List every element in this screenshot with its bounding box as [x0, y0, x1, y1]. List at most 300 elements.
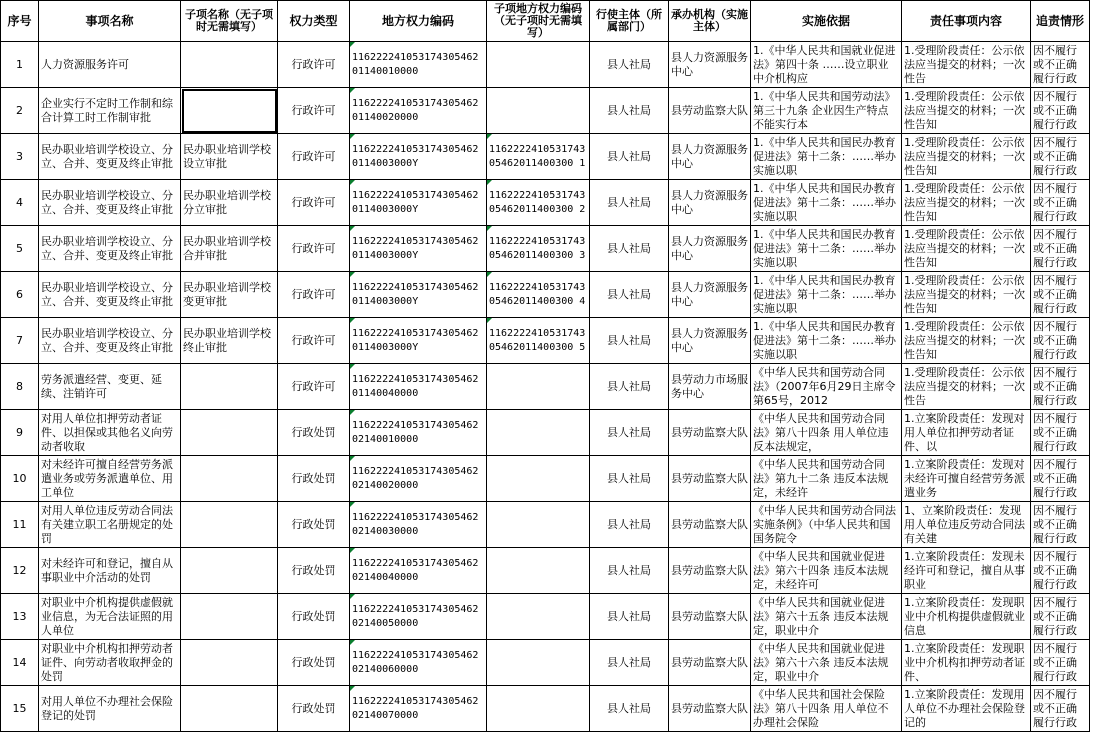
table-cell[interactable]	[751, 686, 902, 732]
table-row	[1, 180, 1090, 226]
cell-text: 1.《中华人民共和国民办教育促进法》第十二条：……举办实施以职	[753, 273, 896, 315]
cell-text: 对用人单位扣押劳动者证件、以担保或其他名义向劳动者收取	[41, 411, 173, 453]
table-cell[interactable]	[669, 640, 751, 686]
header-cell[interactable]: 行使主体（所属部门）	[590, 1, 669, 42]
table-cell[interactable]	[487, 42, 590, 88]
cell-text: 县人社局	[607, 195, 651, 209]
cell-text: 因不履行或不正确履行行政	[1033, 181, 1077, 223]
cell-text: 因不履行或不正确履行行政	[1033, 319, 1077, 361]
table-cell[interactable]	[350, 226, 487, 272]
cell-text: 对用人单位不办理社会保险登记的处罚	[41, 694, 173, 722]
table-cell[interactable]	[181, 226, 278, 272]
table-cell[interactable]	[350, 272, 487, 318]
cell-text: 《中华人民共和国就业促进法》第六十五条 违反本法规定，职业中介	[753, 595, 889, 637]
table-cell[interactable]	[751, 594, 902, 640]
table-cell[interactable]	[751, 456, 902, 502]
cell-text: 《中华人民共和国就业促进法》第六十六条 违反本法规定，职业中介	[753, 641, 889, 683]
table-cell[interactable]	[590, 272, 669, 318]
table-cell[interactable]	[39, 456, 181, 502]
table-cell[interactable]	[487, 180, 590, 226]
cell-text: 县人社局	[607, 333, 651, 347]
table-cell[interactable]	[487, 502, 590, 548]
table-cell[interactable]	[278, 410, 350, 456]
cell-text: 行政处罚	[291, 563, 336, 577]
table-cell[interactable]	[181, 272, 278, 318]
table-cell[interactable]	[350, 134, 487, 180]
table-cell[interactable]	[590, 640, 669, 686]
table-cell[interactable]	[1, 548, 39, 594]
table-cell[interactable]	[39, 640, 181, 686]
table-cell[interactable]	[590, 42, 669, 88]
table-cell[interactable]	[1, 502, 39, 548]
table-cell[interactable]	[350, 548, 487, 594]
cell-text: 11622224105317430546202140060000	[352, 649, 479, 675]
cell-text: 1	[16, 57, 23, 71]
table-cell[interactable]	[1, 88, 39, 134]
table-cell[interactable]	[1031, 88, 1090, 134]
header-cell[interactable]: 权力类型	[278, 1, 350, 42]
cell-text: 县人社局	[607, 425, 651, 439]
table-cell[interactable]	[1031, 42, 1090, 88]
table-row	[1, 134, 1090, 180]
table-cell[interactable]	[751, 640, 902, 686]
table-cell[interactable]	[1, 456, 39, 502]
table-cell[interactable]	[1, 594, 39, 640]
table-cell[interactable]	[39, 134, 181, 180]
header-cell[interactable]: 子项名称（无子项时无需填写）	[181, 1, 278, 42]
table-cell[interactable]	[590, 410, 669, 456]
table-cell[interactable]	[590, 686, 669, 732]
table-cell[interactable]	[669, 134, 751, 180]
table-cell[interactable]	[751, 502, 902, 548]
table-cell[interactable]	[902, 502, 1031, 548]
table-cell[interactable]	[1031, 456, 1090, 502]
cell-text: 民办职业培训学校设立、分立、合并、变更及终止审批	[41, 234, 173, 262]
table-cell[interactable]	[751, 410, 902, 456]
table-cell[interactable]	[39, 42, 181, 88]
table-cell[interactable]	[902, 686, 1031, 732]
cell-text: 县人社局	[607, 517, 651, 531]
table-cell[interactable]	[1031, 410, 1090, 456]
table-cell[interactable]	[487, 88, 590, 134]
cell-text: 因不履行或不正确履行行政	[1033, 549, 1077, 591]
header-cell[interactable]: 序号	[1, 1, 39, 42]
header-row	[1, 1, 1090, 42]
table-cell[interactable]	[751, 88, 902, 134]
table-cell[interactable]	[590, 88, 669, 134]
cell-text: 15	[12, 701, 27, 715]
table-cell[interactable]	[1031, 640, 1090, 686]
table-cell[interactable]	[590, 180, 669, 226]
table-cell[interactable]	[751, 272, 902, 318]
table-cell[interactable]	[1031, 686, 1090, 732]
cell-text: 1.《中华人民共和国民办教育促进法》第十二条：……举办实施以职	[753, 181, 896, 223]
table-cell[interactable]	[1031, 364, 1090, 410]
table-row	[1, 88, 1090, 134]
cell-text: 县人社局	[607, 103, 651, 117]
table-cell[interactable]	[350, 364, 487, 410]
cell-text: 1.《中华人民共和国民办教育促进法》第十二条：……举办实施以职	[753, 319, 896, 361]
cell-text: 县劳动监察大队	[671, 609, 748, 623]
table-cell[interactable]	[181, 640, 278, 686]
header-cell[interactable]: 承办机构（实施主体）	[669, 1, 751, 42]
table-cell[interactable]	[902, 640, 1031, 686]
cell-text: 3	[16, 149, 23, 163]
table-cell[interactable]	[1031, 594, 1090, 640]
cell-text: 行政处罚	[291, 655, 336, 669]
cell-text: 行政许可	[291, 195, 336, 209]
cell-text: 县人社局	[607, 609, 651, 623]
table-cell[interactable]	[751, 226, 902, 272]
cell-text: 1.受理阶段责任：公示依法应当提交的材料；一次性告知	[904, 135, 1025, 177]
cell-text: 《中华人民共和国就业促进法》第六十四条 违反本法规定，未经许可	[753, 549, 889, 591]
cell-text: 对职业中介机构提供虚假就业信息，为无合法证照的用人单位	[41, 595, 173, 637]
table-cell[interactable]	[902, 88, 1031, 134]
cell-text: 对用人单位违反劳动合同法有关建立职工名册规定的处罚	[41, 503, 173, 545]
table-cell[interactable]	[751, 180, 902, 226]
cell-text: 县人社局	[607, 701, 651, 715]
table-cell[interactable]	[278, 594, 350, 640]
cell-text: 县人社局	[607, 287, 651, 301]
table-cell[interactable]	[1, 318, 39, 364]
table-cell[interactable]	[590, 318, 669, 364]
table-cell[interactable]	[487, 686, 590, 732]
table-cell[interactable]	[350, 686, 487, 732]
table-cell[interactable]	[1, 640, 39, 686]
table-cell[interactable]	[487, 364, 590, 410]
table-cell[interactable]	[39, 272, 181, 318]
table-cell[interactable]	[902, 180, 1031, 226]
cell-text: 11622224105317430546201140020000	[352, 97, 479, 123]
cell-text: 因不履行或不正确履行行政	[1033, 503, 1077, 545]
table-cell[interactable]	[669, 456, 751, 502]
table-cell[interactable]	[181, 88, 278, 134]
table-row	[1, 364, 1090, 410]
table-cell[interactable]	[181, 548, 278, 594]
table-cell[interactable]	[1, 42, 39, 88]
cell-text: 1.受理阶段责任：公示依法应当提交的材料；一次性告知	[904, 273, 1025, 315]
cell-text: 民办职业培训学校分立审批	[183, 188, 271, 216]
cell-text: 1.立案阶段责任：发现职业中介机构扣押劳动者证件、	[904, 641, 1025, 683]
cell-text: 《中华人民共和国劳动合同法》第八十四条 用人单位违反本法规定，	[753, 411, 889, 453]
cell-text: 因不履行或不正确履行行政	[1033, 89, 1077, 131]
cell-text: 1.立案阶段责任：发现对未经许可擅自经营劳务派遣业务	[904, 457, 1025, 499]
table-cell[interactable]	[669, 548, 751, 594]
table-row	[1, 502, 1090, 548]
table-cell[interactable]	[487, 226, 590, 272]
table-cell[interactable]	[278, 134, 350, 180]
cell-text: 9	[16, 425, 23, 439]
table-cell[interactable]	[278, 272, 350, 318]
table-row	[1, 410, 1090, 456]
cell-text: 对未经许可和登记，擅自从事职业中介活动的处罚	[41, 556, 173, 584]
cell-text: 2	[16, 103, 23, 117]
table-cell[interactable]	[181, 42, 278, 88]
cell-text: 县人力资源服务中心	[671, 234, 748, 262]
table-cell[interactable]	[1, 364, 39, 410]
table-cell[interactable]	[39, 548, 181, 594]
cell-text: 1.受理阶段责任：公示依法应当提交的材料；一次性告	[904, 365, 1025, 407]
table-cell[interactable]	[487, 594, 590, 640]
cell-text: 县人社局	[607, 563, 651, 577]
table-cell[interactable]	[39, 180, 181, 226]
cell-text: 县人力资源服务中心	[671, 326, 748, 354]
cell-text: 1162222410531743054620114003000Y	[352, 327, 479, 353]
table-cell[interactable]	[590, 594, 669, 640]
table-cell[interactable]	[350, 42, 487, 88]
cell-text: 因不履行或不正确履行行政	[1033, 227, 1077, 269]
table-cell[interactable]	[669, 318, 751, 364]
cell-text: 1162222410531743054620114003000Y	[352, 281, 479, 307]
cell-text: 11622224105317430546202140050000	[352, 603, 479, 629]
table-cell[interactable]	[669, 226, 751, 272]
table-cell[interactable]	[902, 134, 1031, 180]
cell-text: 11622224105317430546202140010000	[352, 419, 479, 445]
cell-text: 因不履行或不正确履行行政	[1033, 43, 1077, 85]
table-cell[interactable]	[590, 548, 669, 594]
cell-text: 13	[12, 609, 27, 623]
table-cell[interactable]	[590, 364, 669, 410]
table-cell[interactable]	[590, 226, 669, 272]
cell-text: 因不履行或不正确履行行政	[1033, 687, 1077, 729]
cell-text: 1.立案阶段责任：发现对用人单位扣押劳动者证件、以	[904, 411, 1025, 453]
table-cell[interactable]	[669, 180, 751, 226]
cell-text: 县劳动监察大队	[671, 517, 748, 531]
cell-text: 人力资源服务许可	[41, 57, 129, 71]
table-cell[interactable]	[1031, 134, 1090, 180]
table-cell[interactable]	[902, 226, 1031, 272]
header-cell[interactable]: 事项名称	[39, 1, 181, 42]
table-cell[interactable]	[751, 364, 902, 410]
cell-text: 因不履行或不正确履行行政	[1033, 273, 1077, 315]
table-cell[interactable]	[350, 88, 487, 134]
cell-text: 1.《中华人民共和国劳动法》第三十九条 企业因生产特点不能实行本	[753, 89, 896, 131]
table-cell[interactable]	[902, 42, 1031, 88]
cell-text: 行政处罚	[291, 517, 336, 531]
table-cell[interactable]	[39, 410, 181, 456]
header-cell[interactable]: 实施依据	[751, 1, 902, 42]
table-cell[interactable]	[487, 548, 590, 594]
table-cell[interactable]	[350, 456, 487, 502]
table-cell[interactable]	[1031, 318, 1090, 364]
table-cell[interactable]	[278, 640, 350, 686]
table-row	[1, 318, 1090, 364]
cell-text: 县劳动监察大队	[671, 701, 748, 715]
table-cell[interactable]	[278, 502, 350, 548]
table-cell[interactable]	[669, 502, 751, 548]
table-cell[interactable]	[39, 226, 181, 272]
table-cell[interactable]	[350, 594, 487, 640]
table-cell[interactable]	[487, 410, 590, 456]
cell-text: 《中华人民共和国社会保险法》第八十四条 用人单位不办理社会保险	[753, 687, 889, 729]
table-cell[interactable]	[902, 548, 1031, 594]
table-cell[interactable]	[902, 410, 1031, 456]
table-cell[interactable]	[278, 364, 350, 410]
table-cell[interactable]	[669, 686, 751, 732]
cell-text: 1162222410531743054620114003000Y	[352, 235, 479, 261]
table-row	[1, 272, 1090, 318]
table-cell[interactable]	[902, 456, 1031, 502]
cell-text: 行政许可	[291, 333, 336, 347]
cell-text: 14	[12, 655, 27, 669]
header-cell[interactable]: 子项地方权力编码（无子项时无需填写）	[487, 1, 590, 42]
table-cell[interactable]	[669, 410, 751, 456]
cell-text: 县人社局	[607, 379, 651, 393]
table-cell[interactable]	[487, 272, 590, 318]
table-cell[interactable]	[487, 456, 590, 502]
cell-text: 因不履行或不正确履行行政	[1033, 365, 1077, 407]
table-cell[interactable]	[181, 502, 278, 548]
cell-text: 行政处罚	[291, 609, 336, 623]
table-cell[interactable]	[751, 318, 902, 364]
cell-text: 民办职业培训学校合并审批	[183, 234, 271, 262]
table-cell[interactable]	[1031, 502, 1090, 548]
table-row	[1, 226, 1090, 272]
table-cell[interactable]	[902, 594, 1031, 640]
table-cell[interactable]	[751, 134, 902, 180]
table-cell[interactable]	[1, 226, 39, 272]
cell-text: 1.受理阶段责任：公示依法应当提交的材料；一次性告知	[904, 89, 1025, 131]
table-cell[interactable]	[181, 134, 278, 180]
cell-text: 1162222410531743054620114003000Y	[352, 189, 479, 215]
header-cell[interactable]: 责任事项内容	[902, 1, 1031, 42]
table-cell[interactable]	[39, 88, 181, 134]
table-cell[interactable]	[39, 686, 181, 732]
cell-text: 116222241053174305462011400300 1	[489, 143, 586, 169]
cell-text: 县人力资源服务中心	[671, 188, 748, 216]
cell-text: 县人力资源服务中心	[671, 142, 748, 170]
cell-text: 1.立案阶段责任：发现未经许可和登记，擅自从事职业	[904, 549, 1025, 591]
table-cell[interactable]	[669, 42, 751, 88]
cell-text: 因不履行或不正确履行行政	[1033, 457, 1077, 499]
cell-text: 1.立案阶段责任：发现用人单位不办理社会保险登记的	[904, 687, 1025, 729]
table-cell[interactable]	[1031, 548, 1090, 594]
cell-text: 行政处罚	[291, 701, 336, 715]
cell-text: 民办职业培训学校设立、分立、合并、变更及终止审批	[41, 280, 173, 308]
cell-text: 11622224105317430546202140030000	[352, 511, 479, 537]
table-row	[1, 640, 1090, 686]
table-cell[interactable]	[39, 594, 181, 640]
table-cell[interactable]	[39, 364, 181, 410]
cell-text: 县人力资源服务中心	[671, 280, 748, 308]
table-cell[interactable]	[751, 548, 902, 594]
header-cell[interactable]: 追责情形	[1031, 1, 1090, 42]
table-cell[interactable]	[487, 318, 590, 364]
cell-text: 《中华人民共和国劳动合同法实施条例》（中华人民共和国国务院令	[753, 503, 896, 545]
cell-text: 1162222410531743054620114003000Y	[352, 143, 479, 169]
cell-text: 县人社局	[607, 57, 651, 71]
cell-text: 县劳动监察大队	[671, 655, 748, 669]
table-cell[interactable]	[278, 548, 350, 594]
table-cell[interactable]	[902, 272, 1031, 318]
table-cell[interactable]	[181, 180, 278, 226]
cell-text: 11622224105317430546202140020000	[352, 465, 479, 491]
cell-text: 1.立案阶段责任：发现职业中介机构提供虚假就业信息	[904, 595, 1025, 637]
cell-text: 行政许可	[291, 379, 336, 393]
cell-text: 县人力资源服务中心	[671, 50, 748, 78]
table-cell[interactable]	[278, 88, 350, 134]
cell-text: 7	[16, 333, 23, 347]
table-cell[interactable]	[39, 318, 181, 364]
table-cell[interactable]	[1, 686, 39, 732]
table-cell[interactable]	[902, 364, 1031, 410]
cell-text: 民办职业培训学校设立审批	[183, 142, 271, 170]
table-cell[interactable]	[278, 686, 350, 732]
table-row	[1, 456, 1090, 502]
table-cell[interactable]	[181, 410, 278, 456]
table-cell[interactable]	[669, 594, 751, 640]
table-cell[interactable]	[350, 502, 487, 548]
cell-text: 行政处罚	[291, 425, 336, 439]
cell-text: 11622224105317430546202140070000	[352, 695, 479, 721]
header-cell[interactable]: 地方权力编码	[350, 1, 487, 42]
table-cell[interactable]	[902, 318, 1031, 364]
cell-text: 县人社局	[607, 655, 651, 669]
table-cell[interactable]	[1, 410, 39, 456]
cell-text: 1.《中华人民共和国民办教育促进法》第十二条：……举办实施以职	[753, 135, 896, 177]
table-cell[interactable]	[1, 134, 39, 180]
table-row	[1, 594, 1090, 640]
cell-text: 1.《中华人民共和国就业促进法》第四十条 ……设立职业中介机构应	[753, 43, 896, 85]
cell-text: 县人社局	[607, 149, 651, 163]
table-cell[interactable]	[669, 88, 751, 134]
table-cell[interactable]	[181, 318, 278, 364]
table-cell[interactable]	[350, 410, 487, 456]
cell-text: 1、立案阶段责任：发现用人单位违反劳动合同法有关建	[904, 503, 1025, 545]
table-cell[interactable]	[278, 456, 350, 502]
cell-text: 县劳动力市场服务中心	[671, 372, 748, 400]
table-cell[interactable]	[1, 180, 39, 226]
table-cell[interactable]	[1031, 180, 1090, 226]
cell-text: 11622224105317430546201140010000	[352, 51, 479, 77]
table-cell[interactable]	[669, 364, 751, 410]
table-cell[interactable]	[350, 180, 487, 226]
table-cell[interactable]	[751, 42, 902, 88]
cell-text: 因不履行或不正确履行行政	[1033, 641, 1077, 683]
table-cell[interactable]	[590, 134, 669, 180]
table-cell[interactable]	[590, 502, 669, 548]
table-cell[interactable]	[487, 134, 590, 180]
table-cell[interactable]	[181, 686, 278, 732]
table-cell[interactable]	[181, 456, 278, 502]
table-cell[interactable]	[350, 318, 487, 364]
cell-text: 行政许可	[291, 103, 336, 117]
table-cell[interactable]	[487, 640, 590, 686]
table-cell[interactable]	[278, 318, 350, 364]
cell-text: 县劳动监察大队	[671, 563, 748, 577]
table-cell[interactable]	[278, 226, 350, 272]
table-cell[interactable]	[181, 594, 278, 640]
table-cell[interactable]	[39, 502, 181, 548]
table-row	[1, 686, 1090, 732]
cell-text: 县人社局	[607, 471, 651, 485]
table-cell[interactable]	[1031, 226, 1090, 272]
cell-text: 县劳动监察大队	[671, 471, 748, 485]
table-cell[interactable]	[278, 180, 350, 226]
table-cell[interactable]	[1, 272, 39, 318]
cell-text: 行政许可	[291, 149, 336, 163]
cell-text: 116222241053174305462011400300 5	[489, 327, 586, 353]
table-cell[interactable]	[350, 640, 487, 686]
table-cell[interactable]	[669, 272, 751, 318]
cell-text: 民办职业培训学校设立、分立、合并、变更及终止审批	[41, 188, 173, 216]
table-cell[interactable]	[278, 42, 350, 88]
table-cell[interactable]	[181, 364, 278, 410]
table-cell[interactable]	[590, 456, 669, 502]
cell-text: 企业实行不定时工作制和综合计算工时工作制审批	[41, 96, 173, 124]
table-cell[interactable]	[1031, 272, 1090, 318]
cell-text: 8	[16, 379, 23, 393]
